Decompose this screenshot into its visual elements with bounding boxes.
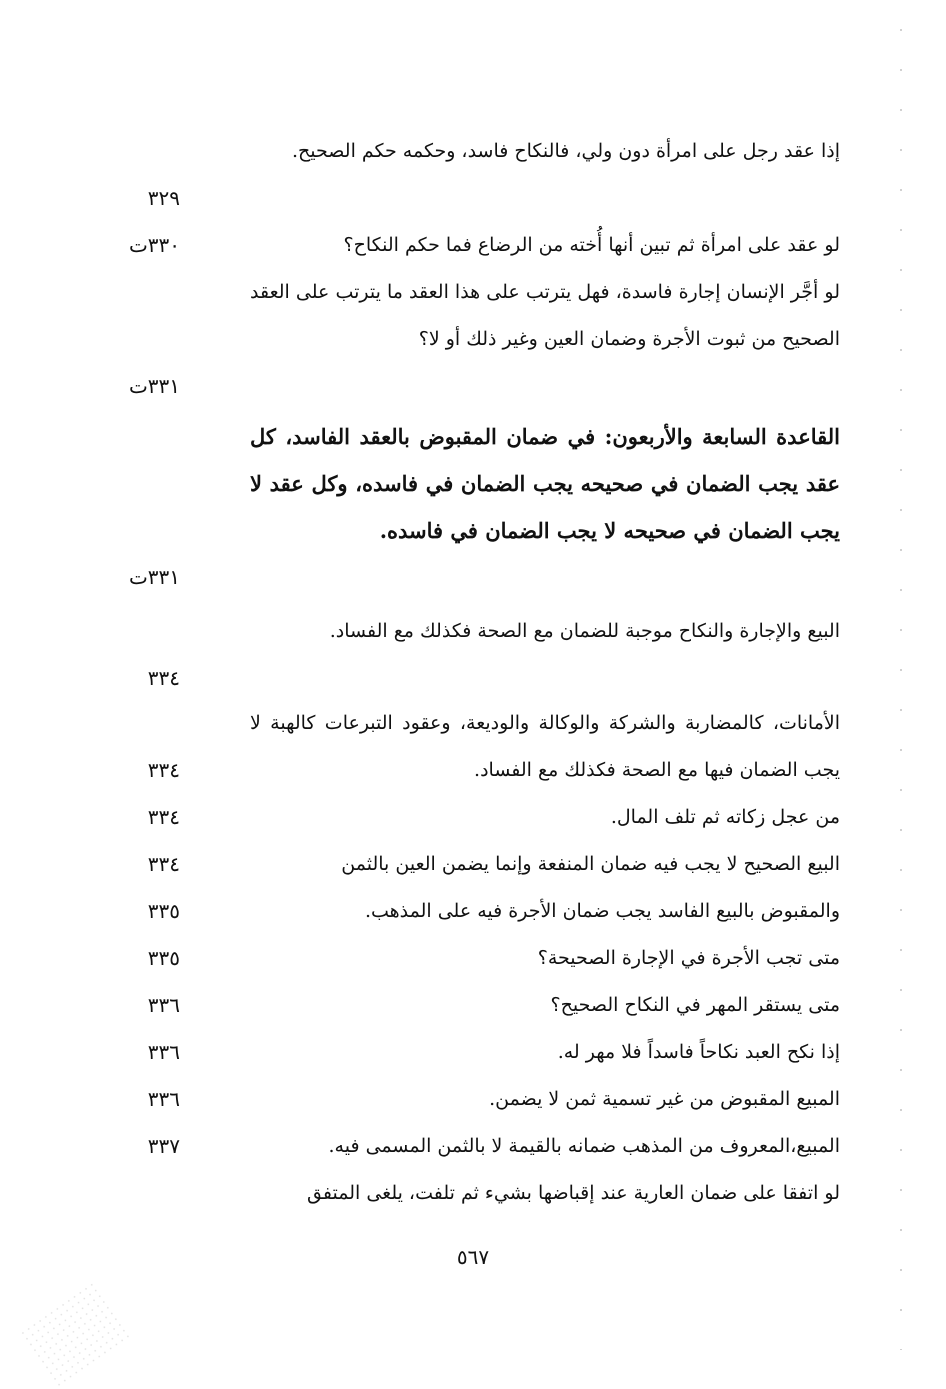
entry-page-number: ٣٣٤: [147, 666, 180, 690]
entry-text: من عجل زكاته ثم تلف المال.: [610, 806, 840, 828]
entry-text: البيع الصحيح لا يجب فيه ضمان المنفعة وإنما يضمن العين بالثمن: [341, 853, 840, 875]
page-edge-dots: [900, 10, 902, 1350]
entry-page-number: ٣٣٦: [147, 1087, 180, 1111]
entry-page-number: ٣٣٤: [147, 758, 180, 782]
entry-text: إذا نكح العبد نكاحاً فاسداً فلا مهر له.: [557, 1041, 840, 1063]
entry-text: المبيع المقبوض من غير تسمية ثمن لا يضمن.: [489, 1088, 840, 1110]
entry-page-number: ٣٣٦: [147, 1040, 180, 1064]
entry-page-number: ٣٢٩: [147, 186, 180, 210]
entry-text: لو عقد على امرأة ثم تبين أنها أُخته من الرضاع فما حكم النكاح؟: [343, 234, 840, 256]
entry-page-number: ٣٣٥: [147, 899, 180, 923]
entry-page-number: ٣٣٤: [147, 805, 180, 829]
corner-smudge: [18, 1281, 132, 1389]
entry-page-number: ٣٣٤: [147, 852, 180, 876]
entry-text: متى يستقر المهر في النكاح الصحيح؟: [550, 994, 840, 1016]
entry-text: والمقبوض بالبيع الفاسد يجب ضمان الأجرة فيه على المذهب.: [364, 900, 840, 922]
entry-text: لو أجَّر الإنسان إجارة فاسدة، فهل يترتب على هذا العقد ما يترتب على العقد الصحيح من ثبوت الأجرة وضمان العين وغير ذلك أو لا؟: [250, 281, 840, 350]
entry-text-bold: القاعدة السابعة والأربعون: في ضمان المقبوض بالعقد الفاسد، كل عقد يجب الضمان في صحيحه يجب الضمان في فاسده، وكل عقد لا يجب الضمان في صحيحه لا يجب الضمان في فاسده.: [250, 424, 840, 543]
entry-text: متى تجب الأجرة في الإجارة الصحيحة؟: [537, 947, 840, 969]
entry-text: إذا عقد رجل على امرأة دون ولي، فالنكاح فاسد، وحكمه حكم الصحيح.: [292, 140, 840, 162]
entry-page-number: ٣٣٠ت: [128, 233, 180, 257]
entry-text: البيع والإجارة والنكاح موجبة للضمان مع الصحة فكذلك مع الفساد.: [329, 620, 840, 642]
entry-text: لو اتفقا على ضمان العارية عند إقباضها بشيء ثم تلفت، يلغى المتفق: [307, 1182, 840, 1204]
entry-page-number: ٣٣١ت: [128, 565, 180, 589]
entry-page-number: ٣٣١ت: [128, 374, 180, 398]
entry-page-number: ٣٣٧: [147, 1134, 180, 1158]
page-number-footer: ٥٦٧: [456, 1245, 490, 1269]
entry-page-number: ٣٣٦: [147, 993, 180, 1017]
entry-text: المبيع،المعروف من المذهب ضمانه بالقيمة لا بالثمن المسمى فيه.: [328, 1135, 840, 1157]
entry-page-number: ٣٣٥: [147, 946, 180, 970]
entry-text: الأمانات، كالمضاربة والشركة والوكالة والوديعة، وعقود التبرعات كالهبة لا يجب الضمان فيها مع الصحة فكذلك مع الفساد.: [250, 712, 840, 781]
